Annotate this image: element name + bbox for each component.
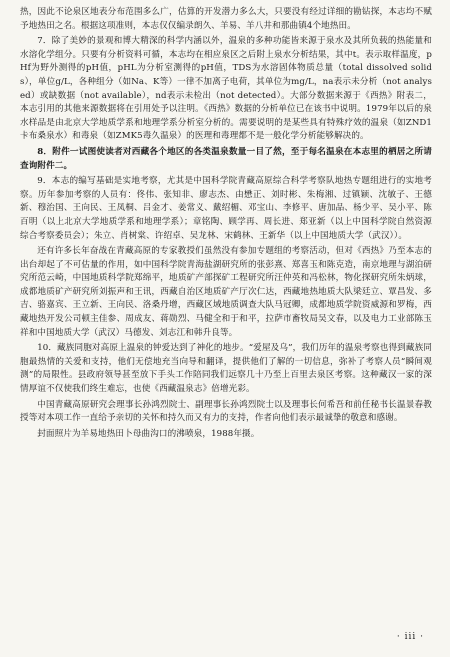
paragraph-4: 9．本志的编写基础是实地考察，尤其是中国科学院青藏高原综合科学考察队地热专题组进行的实地考察。历年参加考察的人员有：佟伟、张知非、廖志杰、由懋正、刘时彬、朱梅湘、过镇颖、沈敏子、王德新、穆治国、王向民、王凤桐、吕金才、姜常义、戴绍楣、邓宝山、李修平、唐加品、杨少平、吴小平、陈百明（以上北京大学地质学系和地理学系）；章铭陶、顾学再、周长进、郑亚新（以上中国科学院自然资源综合考察委员会）；朱立、肖树棠、许绍卓、吴龙林、宋鹤林、王新华（以上中国地质大学（武汉））。 [20,176,432,241]
paragraph-7: 中国青藏高原研究会理事长孙鸿烈院士、副理事长孙鸿烈院士以及理事长何希吾和前任秘书长温景春教授等对本项工作一直给予亲切的关怀和持久而又有力的支持，作者向他们表示最诚挚的敬意和感谢。 [20,399,432,424]
paragraph-3: 8．附件一试图使读者对西藏各个地区的各类温泉数量一目了然，至于每名温泉在本志里的栖居之所请查询附件二。 [20,146,432,171]
paragraph-5: 还有许多长年奋战在青藏高原的专家教授们虽然没有参加专题组的考察活动，但对《西热》乃至本志的出台却起了不可估量的作用，如中国科学院青海盐湖研究所的张彭熹、郑喜玉和陈克造，南京地理与湖泊研究所范云崎，中国地质科学院郑绵平，地质矿产部探矿工程研究所汪仲英和冯松林，物化探研究所朱炳球，成都地质矿产研究所刘振声和王讯，西藏自治区地质矿产厅次仁达，西藏地热地质大队梁廷立、覃昌发、多吉、骆嘉宾、王立新、王向民、洛桑丹增，西藏区域地质调查大队马冠卿，成都地质学院资威源和罗梅，西藏地热开发公司顿主佳参、周成友、蒋勋烈、马健全和于和平，拉萨市畜牧局吴文春，以及电力工业部陈玉祥和中国地质大学（武汉）马德发、刘志江和韩升良等。 [20,246,432,338]
paragraph-1: 热，因此不论泉区地表分布范围多么广，估算的开发潜力多么大，只要没有经过详细的勘钻探，本志均不赋予地热田之名。根据这项准则，本志仅仅编录朗久、羊易、羊八井和那曲镇4个地热田。 [20,7,432,31]
paragraph-6: 10．藏族同胞对高原上温泉的钟爱达到了神化的地步。“爱屋及乌”，我们历年的温泉考察也得到藏族同胞最热情的关爱和支持，他们无偿地充当向导和翻译，提供他们了解的一切信息，弥补了考察人员“瞬间观测”的局限性。县政府领导甚至放下手头工作陪同我们远察几十乃至上百里去泉区考察。这种藏汉一家的深情厚谊不仅使我们终生难忘，也使《西藏温泉志》倍增光彩。 [20,343,432,395]
paragraph-8: 封面照片为羊易地热田卜母曲沟口的沸喷泉，1988年摄。 [37,428,260,439]
page-number: · iii · [396,632,424,642]
paragraph-2: 7．除了美妙的景观和博大精深的科学内涵以外，温泉的多种功能皆来源于泉水及其所负载的热能量和水溶化学组分。只要有分析资料可循，本志均在相应泉区之后附上泉水分析结果，其中t。表示取样温度，pHf为野外测得的pH值，pHL为分析室测得的pH值，TDS为水溶固体物质总量（total dissolved solids），单位g/L，各种组分（如Na、K等）一律不加离子电荷，其单位为mg/L，na表示未分析（not analysed）或缺数据（not available），nd表示未检出（not detected）。大部分数据来源于《西热》附表二，本志引用的其他来源数据将在引用处予以注明。《西热》数据的分析单位已在该书中说明。1979年以后的泉水样品是由北京大学地质学系和地理学系分析室分析的。需要说明的是某些具有特殊疗效的温泉（如ZND1卡布桑泉水）和毒泉（如ZMK5毒久温泉）的医理和毒理都不是一般化学分析能够解决的。 [20,36,432,142]
